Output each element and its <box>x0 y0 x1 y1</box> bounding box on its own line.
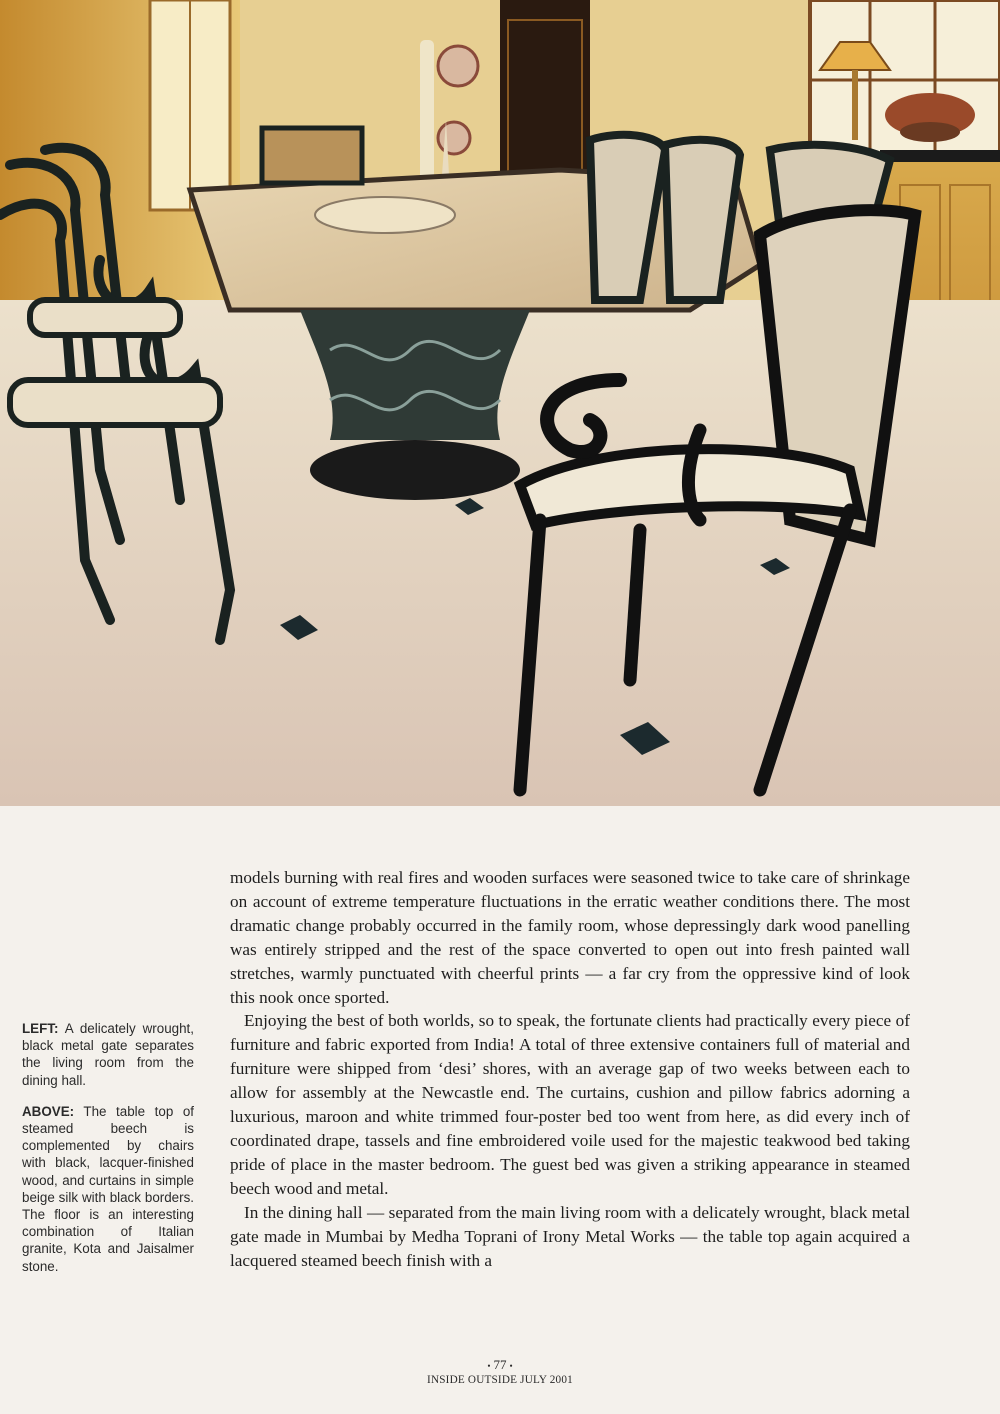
caption-left <box>22 1020 194 1089</box>
photo-captions <box>22 1020 194 1289</box>
caption-lead: ABOVE: <box>22 1103 75 1119</box>
caption-text: The table top of steamed beech is complemented by chairs with black, lacquer-finished wood, and curtains in simple beige silk with black borders. The floor is an interesting combination of Italian granite, Kota and Jaisalmer stone. <box>22 1103 194 1274</box>
caption-text: A delicately wrought, black metal gate separates the living room from the dining hall. <box>22 1021 194 1088</box>
magazine-issue: INSIDE OUTSIDE JULY 2001 <box>427 1374 573 1386</box>
article-paragraph: In the dining hall — separated from the main living room with a delicately wrought, black metal gate made in Mumbai by Medha Toprani of Irony Metal Works — the table top again acquired a lacquered steamed beech finish with a <box>230 1202 910 1270</box>
page-footer <box>0 1357 1000 1386</box>
caption-lead: LEFT: <box>22 1021 59 1036</box>
article-paragraph: Enjoying the best of both worlds, so to speak, the fortunate clients had practically every piece of furniture and fabric exported from India! A total of three extensive containers full of material and furniture were shipped from ‘desi’ shores, with an average gap of two weeks between each to allow for assembly at the Newcastle end. The curtains, cushion and pillow fabrics adorning a luxurious, maroon and white trimmed four-poster bed too went from here, as did every inch of coordinated drape, tassels and fine embroidered voile used for the majestic teakwood bed taking pride of place in the master bedroom. The guest bed was given a striking appearance in steamed beech wood and metal. <box>230 1011 910 1198</box>
article-body <box>230 866 910 1272</box>
caption-above <box>22 1103 194 1275</box>
article-paragraph: models burning with real fires and wooden surfaces were seasoned twice to take care of shrinkage on account of extreme temperature fluctuations in the erratic weather conditions there. The most dramatic change probably occurred in the family room, whose depressingly dark wood panelling was entirely stripped and the rest of the space converted to open out into fresh painted wall stretches, warmly punctuated with cheerful prints — a far cry from the oppressive kind of look this nook once sported. <box>230 868 910 1007</box>
page-number: • 77 • <box>0 1357 1000 1373</box>
